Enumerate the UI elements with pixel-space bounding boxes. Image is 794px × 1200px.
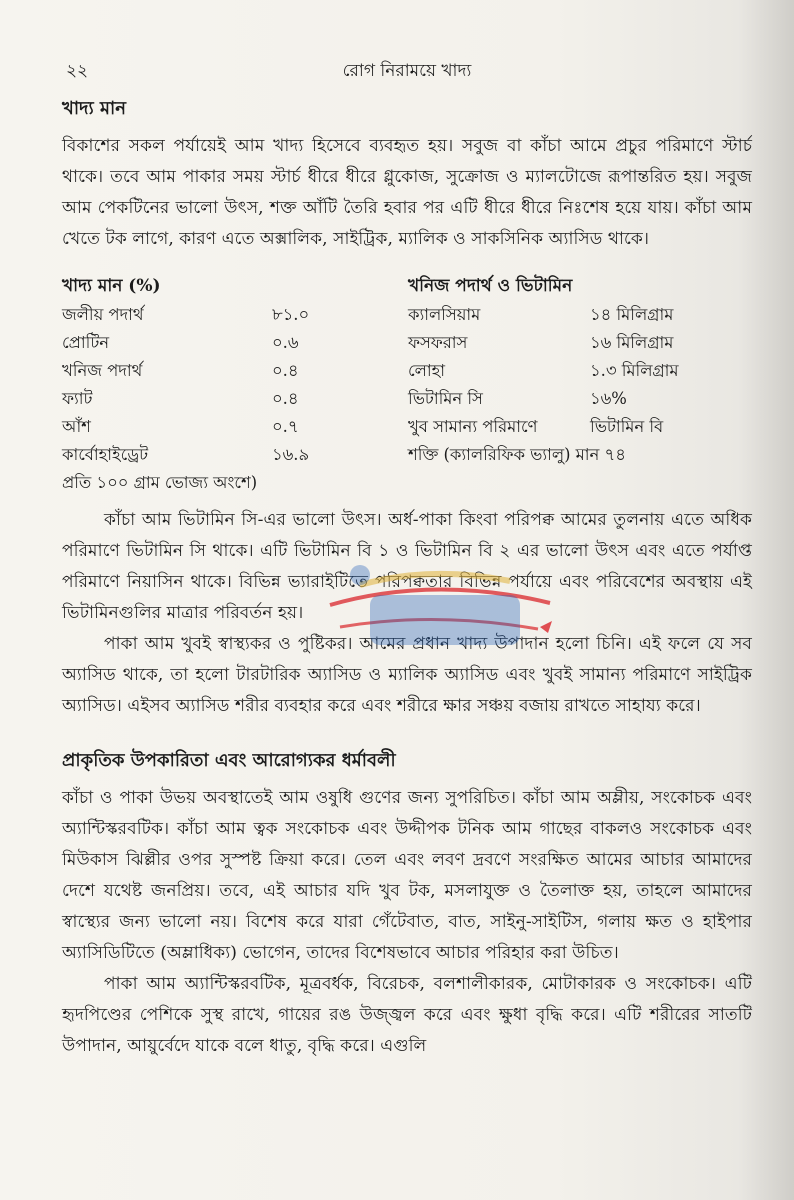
mineral-amount: ১৬%: [590, 389, 627, 408]
per-100g-note: প্রতি ১০০ গ্রাম ভোজ্য অংশে): [62, 473, 258, 492]
minerals-vitamins-column: [408, 273, 748, 469]
minerals-vitamins-heading: খনিজ পদার্থ ও ভিটামিন: [408, 276, 573, 296]
food-value-row: [62, 357, 342, 385]
mineral-amount: ১.৩ মিলিগ্রাম: [590, 361, 679, 380]
energy-row: [408, 441, 748, 469]
mineral-name: লোহা: [408, 361, 445, 380]
food-value-amount: ০.৬: [272, 333, 299, 352]
mineral-amount: ১৪ মিলিগ্রাম: [590, 305, 674, 324]
mineral-row: [408, 301, 748, 329]
food-value-amount: ০.৭: [272, 417, 299, 436]
mineral-name: ফসফরাস: [408, 333, 468, 352]
food-value-name: প্রোটিন: [62, 333, 110, 352]
food-value-row: [62, 413, 342, 441]
paragraph-intro: বিকাশের সকল পর্যায়েই আম খাদ্য হিসেবে ব্যবহৃত হয়। সবুজ বা কাঁচা আমে প্রচুর পরিমাণে স্টার্চ থাকে। তবে আম পাকার সময় স্টার্চ ধীরে ধীরে গ্লুকোজ, সুক্রোজ ও ম্যালটোজে রূপান্তরিত হয়। সবুজ আম পেকটিনের ভালো উৎস, শক্ত আঁটি তৈরি হবার পর এটি ধীরে ধীরে নিঃশেষ হয়ে যায়। কাঁচা আম খেতে টক লাগে, কারণ এতে অক্সালিক, সাইট্রিক, ম্যালিক ও সাকসিনিক অ্যাসিড থাকে।: [62, 136, 752, 249]
mineral-name: ভিটামিন সি: [408, 389, 483, 408]
mineral-row: [408, 357, 748, 385]
food-value-row: [62, 385, 342, 413]
page-header: [62, 58, 752, 88]
food-value-amount: ১৬.৯: [272, 445, 310, 464]
mineral-name: ক্যালসিয়াম: [408, 305, 481, 324]
mineral-name: খুব সামান্য পরিমাণে: [408, 417, 538, 436]
food-value-amount: ০.৪: [272, 361, 299, 380]
food-value-name: জলীয় পদার্থ: [62, 305, 144, 324]
mineral-amount: ১৬ মিলিগ্রাম: [590, 333, 674, 352]
paragraph-vitamin-c: কাঁচা আম ভিটামিন সি-এর ভালো উৎস। অর্ধ-পাকা কিংবা পরিপক্ব আমের তুলনায় এতে অধিক পরিমাণে ভিটামিন সি থাকে। এটি ভিটামিন বি ১ ও ভিটামিন বি ২ এর ভালো উৎস এবং এতে পর্যাপ্ত পরিমাণে নিয়াসিন থাকে। বিভিন্ন ভ্যারাইটিতে পরিপক্বতার বিভিন্ন পর্যায়ে এবং পরিবেশের অবস্থায় এই ভিটামিনগুলির মাত্রার পরিবর্তন হয়।: [62, 510, 752, 623]
energy-value: শক্তি (ক্যালরিফিক ভ্যালু) মান ৭৪: [408, 445, 626, 464]
food-value-row: [62, 441, 342, 469]
section-title-benefits: প্রাকৃতিক উপকারিতা এবং আরোগ্যকর ধর্মাবলী: [62, 750, 396, 771]
food-value-amount: ০.৪: [272, 389, 299, 408]
page-content: [62, 96, 752, 1062]
running-title: রোগ নিরাময়ে খাদ্য: [342, 61, 472, 81]
food-value-table: [62, 273, 752, 469]
food-value-amount: ৮১.০: [272, 305, 310, 324]
page-number: ২২: [66, 61, 89, 81]
section-title-food-value: খাদ্য মান: [62, 98, 126, 119]
mineral-row: [408, 413, 748, 441]
food-value-name: খনিজ পদার্থ: [62, 361, 143, 380]
paragraph-ripe-benefits: পাকা আম অ্যান্টিস্করবটিক, মূত্রবর্ধক, বিরেচক, বলশালীকারক, মোটাকারক ও সংকোচক। এটি হৃদপিণ্ডের পেশিকে সুস্থ রাখে, গায়ের রঙ উজ্জ্বল করে এবং ক্ষুধা বৃদ্ধি করে। এটি শরীরের সাতটি উপাদান, আয়ুর্বেদে যাকে বলে ধাতু, বৃদ্ধি করে। এগুলি: [62, 974, 752, 1056]
food-value-column: [62, 273, 342, 469]
food-value-name: কার্বোহাইড্রেট: [62, 445, 149, 464]
mineral-row: [408, 385, 748, 413]
paragraph-ripe-mango: পাকা আম খুবই স্বাস্থ্যকর ও পুষ্টিকর। আমের প্রধান খাদ্য উপাদান হলো চিনি। এই ফলে যে সব অ্যাসিড থাকে, তা হলো টারটারিক অ্যাসিড ও ম্যালিক অ্যাসিড এবং খুবই সামান্য পরিমাণে সাইট্রিক অ্যাসিড। এইসব অ্যাসিড শরীর ব্যবহার করে এবং শরীরে ক্ষার সঞ্চয় বজায় রাখতে সাহায্য করে।: [62, 634, 752, 716]
food-value-row: [62, 329, 342, 357]
food-value-name: আঁশ: [62, 417, 91, 436]
mineral-row: [408, 329, 748, 357]
mineral-amount: ভিটামিন বি: [590, 417, 664, 436]
food-value-heading: খাদ্য মান (%): [62, 276, 161, 296]
paragraph-medicinal: কাঁচা ও পাকা উভয় অবস্থাতেই আম ওষুধি গুণের জন্য সুপরিচিত। কাঁচা আম অম্লীয়, সংকোচক এবং অ্যান্টিস্করবটিক। কাঁচা আম ত্বক সংকোচক এবং উদ্দীপক টনিক আম গাছের বাকলও সংকোচক এবং মিউকাস ঝিল্লীর ওপর সুস্পষ্ট ক্রিয়া করে। তেল এবং লবণ দ্রবণে সংরক্ষিত আমের আচার আমাদের দেশে যথেষ্ট জনপ্রিয়। তবে, এই আচার যদি খুব টক, মসলাযুক্ত ও তৈলাক্ত হয়, তাহলে আমাদের স্বাস্থ্যের জন্য ভালো নয়। বিশেষ করে যারা গেঁটেবাত, বাত, সাইনু-সাইটিস, গলায় ক্ষত ও হাইপার অ্যাসিডিটিতে (অম্লাধিক্য) ভোগেন, তাদের বিশেষভাবে আচার পরিহার করা উচিত।: [62, 788, 752, 963]
food-value-row: [62, 301, 342, 329]
food-value-name: ফ্যাট: [62, 389, 93, 408]
